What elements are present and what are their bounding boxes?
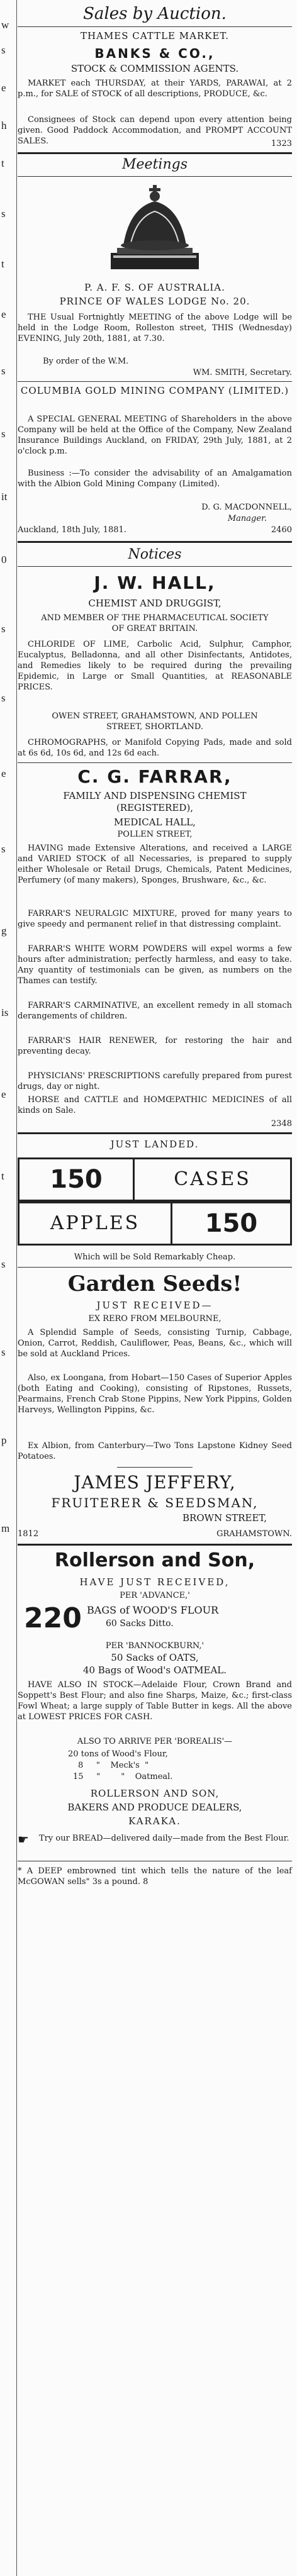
gutter-fragment: e (1, 82, 6, 94)
jeffery-name: JAMES JEFFERY, (74, 1472, 236, 1493)
meetings-org-2: PRINCE OF WALES LODGE No. 20. (59, 296, 250, 307)
farrar-p4: FARRAR'S CARMINATIVE, an excellent remedy in all stomach derangements of children. (18, 1001, 292, 1021)
meetings-order: By order of the W.M. (43, 357, 129, 366)
gutter-fragment: s (1, 365, 6, 377)
auction-firm: BANKS & CO., (94, 46, 215, 61)
rollerson-flour-row (18, 1602, 292, 1639)
auction-body-2: Consignees of Stock can depend upon every attention being given. Good Paddock Accommodation, and PROMPT ACCOUNT SALES. (18, 115, 292, 146)
seeds-p2: Also, ex Loongana, from Hobart—150 Cases of Superior Apples (both Eating and Cooking), consisting of Ripstones, Russets, Pearmains, French Crab Stone Pippins, New York Pippins, Golden Harveys, Wellington Pippins, &c. (18, 1373, 292, 1415)
gutter-fragment: e (1, 1088, 6, 1100)
divider (18, 152, 292, 154)
gutter-fragment: t (1, 258, 4, 270)
farrar-p3: FARRAR'S WHITE WORM POWDERS will expel worms a few hours after administration; perfectly harmless, and easy to take. Any quantity of testimonials can be given, as numbers on the Thames can testify. (18, 944, 292, 986)
footer-fragment: * A DEEP embrowned tint which tells the nature of the leaf McGOWAN sells" 3s a pound. 8 (18, 1866, 292, 1887)
gutter-fragment: h (1, 120, 7, 131)
rollerson-line-5: 40 Bags of Wood's OATMEAL. (82, 1664, 227, 1676)
gutter-fragment: is (1, 1006, 9, 1018)
rollerson-line-3: 60 Sacks Ditto. (106, 1619, 174, 1629)
auction-body: MARKET each THURSDAY, at their YARDS, PARAWAI, at 2 p.m., for SALE of STOCK of all descriptions, PRODUCE, &c. (18, 79, 292, 99)
hall-trade: CHEMIST AND DRUGGIST, (88, 598, 221, 609)
gutter-fragment: t (1, 1170, 4, 1182)
section-heading-meetings: Meetings (122, 157, 188, 172)
pointing-hand-icon: ☛ (18, 1832, 29, 1847)
rollerson-per-1: PER 'ADVANCE,' (120, 1591, 190, 1600)
hall-address: OWEN STREET, GRAHAMSTOWN, AND POLLEN STREET, SHORTLAND. (52, 711, 258, 732)
hall-chromographs: CHROMOGRAPHS, or Manifold Copying Pads, made and sold at 6s 6d, 10s 6d, and 12s 6d each. (18, 738, 292, 758)
farrar-p5: FARRAR'S HAIR RENEWER, for restoring the hair and preventing decay. (18, 1036, 292, 1056)
rollerson-bread-text: Try our BREAD—delivered daily—made from the Best Flour. (39, 1834, 289, 1843)
landed-row-1 (18, 1157, 292, 1202)
rollerson-arrive-3: 15 " " Oatmeal. (73, 1772, 173, 1781)
meetings-org-1: P. A. F. S. OF AUSTRALIA. (84, 282, 225, 293)
divider (18, 1132, 292, 1134)
rollerson-title: Rollerson and Son, (54, 1549, 255, 1571)
auction-title: THAMES CATTLE MARKET. (81, 30, 229, 42)
columbia-signature: D. G. MACDONNELL, (201, 503, 292, 512)
rollerson-body: HAVE ALSO IN STOCK—Adelaide Flour, Crown Brand and Soppett's Best Flour; and also fine Sharps, Maize, &c.; first-class Fowl Wheat; a large supply of Table Butter in kegs. All the above at LOWEST PRICES FOR CASH. (18, 1680, 292, 1722)
gutter-fragment: 0 (1, 554, 7, 566)
divider (18, 26, 292, 27)
landed-note: Which will be Sold Remarkably Cheap. (74, 1252, 236, 1262)
gutter-fragment: s (1, 843, 6, 855)
seeds-title: Garden Seeds! (67, 1271, 242, 1296)
section-heading-auction: Sales by Auction. (83, 4, 227, 23)
left-gutter-fragments (0, 0, 17, 2576)
rollerson-line-2: BAGS of WOOD'S FLOUR (87, 1604, 219, 1616)
rollerson-line-4: 50 Sacks of OATS, (111, 1652, 199, 1663)
divider (18, 762, 292, 763)
jeffery-street: BROWN STREET, (182, 1512, 267, 1524)
ad-ref-number: 2460 (271, 525, 292, 535)
gutter-fragment: s (1, 623, 6, 635)
farrar-trade: FAMILY AND DISPENSING CHEMIST (REGISTERED), (63, 790, 247, 813)
gutter-fragment: s (1, 1258, 6, 1270)
gutter-fragment: it (1, 491, 8, 503)
farrar-p2: FARRAR'S NEURALGIC MIXTURE, proved for many years to give speedy and permanent relief in that distressing complaint. (18, 909, 292, 929)
gutter-fragment: w (1, 19, 9, 31)
gutter-fragment: e (1, 767, 6, 779)
rollerson-arrive-2: 8 " Meck's " (78, 1761, 149, 1770)
meetings-signature: WM. SMITH, Secretary. (193, 368, 292, 377)
divider (18, 566, 292, 567)
crown-emblem-icon (18, 182, 292, 277)
farrar-p6: PHYSICIANS' PRESCRIPTIONS carefully prepared from purest drugs, day or night. (18, 1071, 292, 1091)
auction-firm-sub: STOCK & COMMISSION AGENTS. (70, 63, 239, 74)
columbia-role: Manager. (227, 514, 267, 523)
landed-qty-2: 150 (205, 1209, 258, 1238)
rollerson-firm: ROLLERSON AND SON, (90, 1788, 220, 1799)
rollerson-arrive: ALSO TO ARRIVE PER 'BOREALIS'— (77, 1737, 233, 1746)
seeds-ex: EX RERO FROM MELBOURNE, (88, 1314, 221, 1324)
seeds-p1: A Splendid Sample of Seeds, consisting Turnip, Cabbage, Onion, Carrot, Reddish, Cauliflower, Peas, Beans, &c., which will be sold at Auckland Prices. (18, 1328, 292, 1359)
gutter-fragment: t (1, 157, 4, 169)
gutter-fragment: s (1, 692, 6, 704)
landed-item-1: CASES (174, 1168, 251, 1190)
rollerson-arrive-1: 20 tons of Wood's Flour, (68, 1749, 168, 1759)
gutter-fragment: s (1, 1346, 6, 1358)
gutter-fragment: p (1, 1434, 7, 1446)
divider (18, 1544, 292, 1546)
ad-ref-number: 2348 (271, 1119, 292, 1129)
farrar-name: C. G. FARRAR, (77, 766, 232, 787)
columbia-body: A SPECIAL GENERAL MEETING of Shareholders in the above Company will be held at the Office of the Company, New Zealand Insurance Buildings Auckland, on FRIDAY, 29th July, 1881, at 2 o'clock p.m. (18, 415, 292, 456)
landed-row-2 (18, 1202, 292, 1246)
gutter-fragment: s (1, 428, 6, 440)
blank-page-area (18, 1893, 292, 2573)
hall-name: J. W. HALL, (94, 572, 216, 593)
ad-ref-number: 1812 (18, 1529, 39, 1539)
rollerson-per-2: PER 'BANNOCKBURN,' (105, 1641, 205, 1651)
seeds-received: JUST RECEIVED— (96, 1300, 213, 1311)
farrar-hall: MEDICAL HALL, (114, 817, 196, 828)
gutter-fragment: s (1, 208, 6, 220)
divider (18, 381, 292, 382)
gutter-fragment: s (1, 44, 6, 56)
jeffery-town: GRAHAMSTOWN. (216, 1529, 292, 1539)
farrar-p7: HORSE and CATTLE and HOMŒPATHIC MEDICINES of all kinds on Sale. (18, 1095, 292, 1115)
gutter-fragment: m (1, 1522, 10, 1534)
farrar-street: POLLEN STREET, (117, 830, 193, 839)
rollerson-trade: BAKERS AND PRODUCE DEALERS, (67, 1802, 242, 1813)
rollerson-qty: 220 (24, 1602, 82, 1634)
landed-item-2: APPLES (20, 1203, 172, 1244)
columbia-date: Auckland, 18th July, 1881. (18, 525, 126, 535)
divider (18, 541, 292, 543)
divider (18, 1267, 292, 1268)
rollerson-town: KARAKA. (128, 1815, 181, 1827)
hall-membership: AND MEMBER OF THE PHARMACEUTICAL SOCIETY OF GREAT BRITAIN. (41, 613, 269, 633)
ad-ref-number: 1323 (271, 139, 292, 148)
divider (117, 1467, 193, 1468)
columbia-title: COLUMBIA GOLD MINING COMPANY (LIMITED.) (20, 385, 289, 396)
rollerson-bread (18, 1832, 292, 1847)
gutter-fragment: g (1, 925, 7, 937)
jeffery-trade: FRUITERER & SEEDSMAN, (51, 1495, 259, 1510)
hall-body: CHLORIDE OF LIME, Carbolic Acid, Sulphur, Camphor, Eucalyptus, Belladonna, and all other Disinfectants, Antidotes, and Remedies likely to be required during the prevailing Epidemic, in Large or Small Quantities, at REASONABLE PRICES. (18, 640, 292, 692)
seeds-p3: Ex Albion, from Canterbury—Two Tons Lapstone Kidney Seed Potatoes. (18, 1441, 292, 1461)
columbia-business: Business :—To consider the advisability of an Amalgamation with the Albion Gold Mining Company (Limited). (18, 469, 292, 489)
divider (18, 176, 292, 177)
rollerson-line-1: HAVE JUST RECEIVED, (79, 1576, 230, 1588)
meetings-body: THE Usual Fortnightly MEETING of the above Lodge will be held in the Lodge Room, Rolleston street, THIS (Wednesday) EVENING, July 20th, 1881, at 7.30. (18, 313, 292, 343)
gutter-fragment: e (1, 308, 6, 320)
farrar-p1: HAVING made Extensive Alterations, and received a LARGE and VARIED STOCK of all Necessaries, is prepared to supply either Wholesale or Retail Drugs, Chemicals, Patent Medicines, Perfumery (of many makers), Sponges, Brushware, &c., &c. (18, 844, 292, 885)
section-heading-notices: Notices (128, 547, 182, 562)
landed-title: JUST LANDED. (110, 1139, 199, 1150)
landed-qty-1: 150 (20, 1159, 135, 1200)
